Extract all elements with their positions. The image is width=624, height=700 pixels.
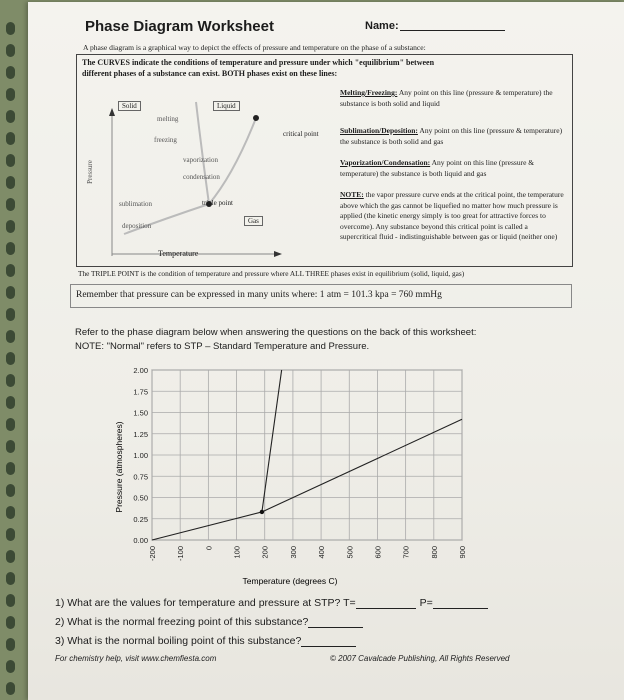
triple-point-label: triple point xyxy=(202,199,233,207)
page-title: Phase Diagram Worksheet xyxy=(85,18,274,35)
footer-help: For chemistry help, visit www.chemfiesta.com xyxy=(55,654,217,663)
refer-text: Refer to the phase diagram below when answering the questions on the back of this worksheet: xyxy=(75,327,477,338)
freezing-point-field[interactable] xyxy=(308,627,363,628)
pressure-units-text: Remember that pressure can be expressed in many units where: 1 atm = 101.3 kpa = 760 mmHg xyxy=(76,290,442,300)
chart-x-tick-label: 400 xyxy=(317,546,327,559)
name-field[interactable] xyxy=(400,30,505,31)
question-1: 1) What are the values for temperature and pressure at STP? T= P= xyxy=(55,597,488,609)
chart-y-tick-label: 0.25 xyxy=(133,514,148,524)
stp-temperature-field[interactable] xyxy=(356,608,416,609)
vaporization-definition: Vaporization/Condensation: Any point on this line (pressure & temperature) the substance is both liquid and gas xyxy=(340,158,535,178)
chart-x-tick-label: 0 xyxy=(204,546,214,551)
chart-y-tick-label: 1.00 xyxy=(133,451,148,460)
liquid-label: Liquid xyxy=(213,101,240,111)
name-label: Name: xyxy=(365,20,399,32)
chart-y-tick-label: 1.75 xyxy=(133,387,148,397)
chart-x-tick-label: 600 xyxy=(373,546,383,559)
chart-y-axis-label: Pressure (atmospheres) xyxy=(114,421,124,513)
curves-text-1: The CURVES indicate the conditions of temperature and pressure under which "equilibrium" between xyxy=(82,58,435,67)
chart-x-tick-label: 100 xyxy=(232,546,242,559)
chart-y-tick-label: 0.00 xyxy=(133,536,148,545)
sublimation-label: sublimation xyxy=(119,200,153,208)
temperature-axis-label: Temperature xyxy=(158,249,199,258)
gas-label: Gas xyxy=(244,216,263,226)
vaporization-label: vaporization xyxy=(183,156,218,164)
boiling-point-field[interactable] xyxy=(301,646,356,647)
melting-definition: Melting/Freezing: Any point on this line (pressure & temperature) the substance is both solid and liquid xyxy=(340,88,553,108)
chart-x-tick-label: 500 xyxy=(345,546,355,559)
chart-series-sublimation-curve xyxy=(152,512,262,540)
question-3: 3) What is the normal boiling point of this substance? xyxy=(55,635,356,647)
solid-label: Solid xyxy=(118,101,141,111)
chart-y-tick-label: 0.50 xyxy=(133,493,148,503)
chart-x-tick-label: 300 xyxy=(288,546,298,559)
melting-label: melting xyxy=(157,115,179,123)
chart-x-tick-label: 800 xyxy=(429,546,439,559)
critical-point-dot xyxy=(253,115,259,121)
chart-y-tick-label: 0.75 xyxy=(133,472,148,482)
chart-y-tick-label: 2.00 xyxy=(133,366,148,375)
sublimation-definition: Sublimation/Deposition: Any point on this line (pressure & temperature) the substance is both solid and gas xyxy=(340,126,563,146)
stp-pressure-field[interactable] xyxy=(433,608,488,609)
phase-diagram-chart xyxy=(100,362,467,592)
chart-triple-point xyxy=(260,510,264,514)
chart-x-tick-label: -200 xyxy=(148,546,157,562)
pressure-axis-label: Pressure xyxy=(85,160,94,184)
critical-point-label: critical point xyxy=(283,130,319,138)
critical-point-note: NOTE: the vapor pressure curve ends at the critical point, the temperature above which the gas cannot be liquefied no matter how much pressure is applied (the kinetic energy simply is too great for attractive forces to overcome). Any substance beyond this critical point is called a supercritical fluid - indistinguishable between gas or liquid (neither one) xyxy=(340,190,564,241)
deposition-label: deposition xyxy=(122,222,152,230)
condensation-label: condensation xyxy=(183,173,220,181)
question-2: 2) What is the normal freezing point of this substance? xyxy=(55,616,363,628)
chart-x-tick-label: 700 xyxy=(401,546,411,559)
chart-x-tick-label: 200 xyxy=(260,546,270,559)
chart-y-tick-label: 1.25 xyxy=(133,429,148,439)
curves-text-2: different phases of a substance can exist. BOTH phases exist on these lines: xyxy=(82,69,338,78)
chart-x-axis-label: Temperature (degrees C) xyxy=(242,576,338,586)
chart-x-tick-label: -100 xyxy=(176,546,186,562)
freezing-label: freezing xyxy=(154,136,177,144)
footer-copyright: © 2007 Cavalcade Publishing, All Rights Reserved xyxy=(330,654,510,663)
chart-series-vaporization-curve xyxy=(262,419,462,512)
chart-y-tick-label: 1.50 xyxy=(133,408,148,418)
intro-text: A phase diagram is a graphical way to depict the effects of pressure and temperature on the phase of a substance: xyxy=(83,43,426,52)
normal-note: NOTE: "Normal" refers to STP – Standard Temperature and Pressure. xyxy=(75,341,370,352)
triple-point-text: The TRIPLE POINT is the condition of temperature and pressure where ALL THREE phases exist in equilibrium (solid, liquid, gas) xyxy=(78,269,465,278)
chart-x-tick-label: 900 xyxy=(458,546,467,559)
